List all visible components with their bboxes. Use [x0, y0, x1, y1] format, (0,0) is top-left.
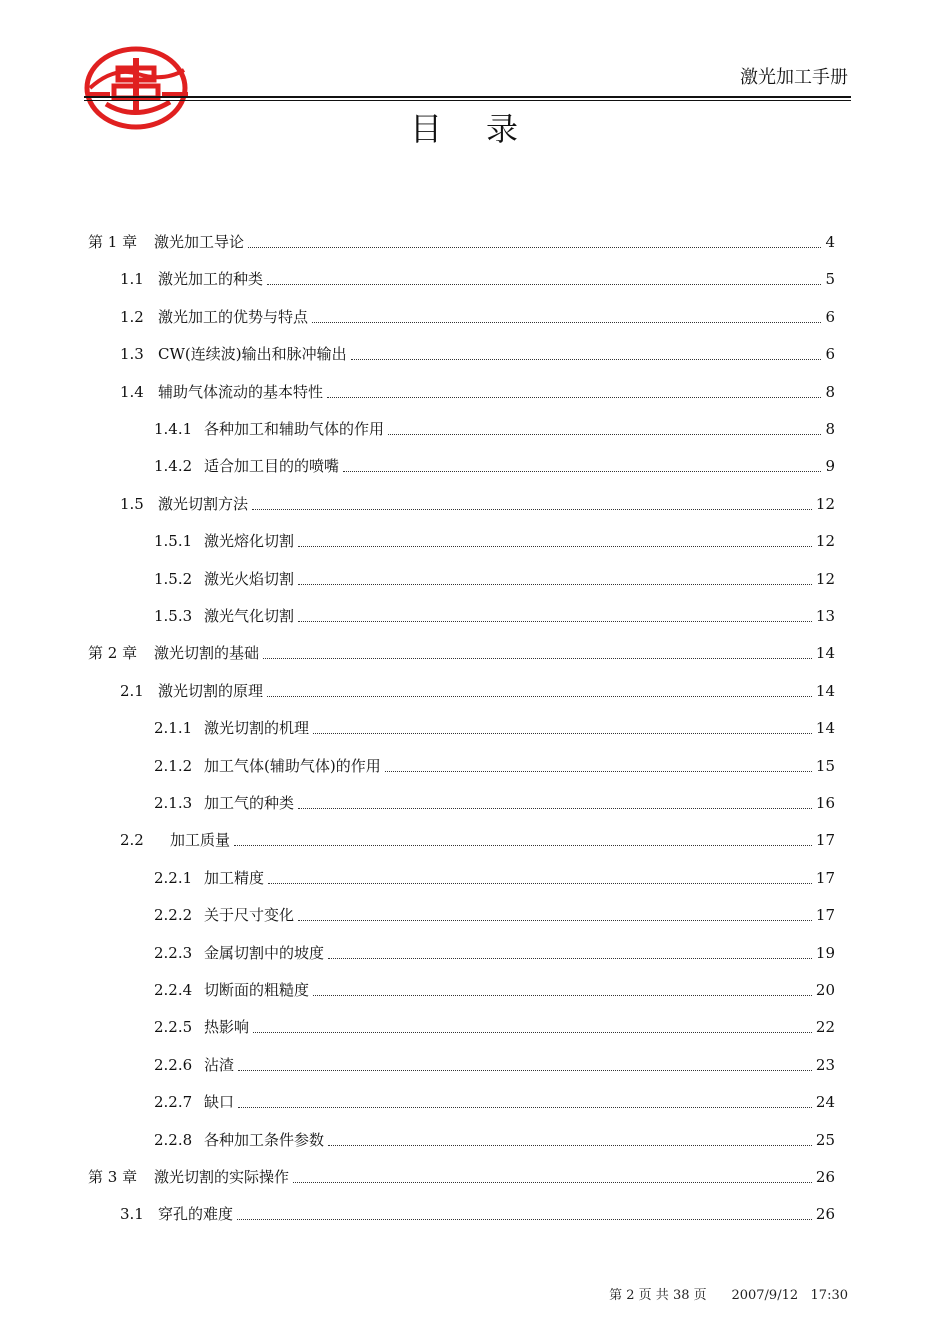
toc-entry-number: 1.2 — [120, 307, 144, 326]
toc-leader-dots — [298, 620, 812, 622]
toc-leader-dots — [298, 583, 812, 585]
toc-leader-dots — [388, 433, 821, 435]
toc-entry-page: 16 — [815, 794, 835, 812]
toc-leader-dots — [312, 321, 821, 323]
toc-entry-title: 激光熔化切割 — [204, 532, 295, 551]
toc-entry-page: 24 — [815, 1093, 835, 1112]
toc-entry-number: 1.5.2 — [154, 569, 193, 588]
toc-entry-title: 热影响 — [204, 1018, 250, 1037]
toc-leader-dots — [268, 882, 812, 884]
page-footer — [609, 1284, 848, 1303]
toc-entry[interactable] — [154, 1090, 835, 1112]
toc-entry-title: 激光切割的机理 — [204, 719, 310, 738]
toc-entry[interactable] — [88, 1165, 835, 1187]
toc-leader-dots — [328, 957, 812, 959]
toc-entry-title: 加工质量 — [170, 831, 231, 850]
toc-entry-page: 14 — [815, 719, 835, 738]
toc-entry-number: 1.5.1 — [154, 532, 193, 551]
toc-entry-title: 关于尺寸变化 — [204, 906, 295, 925]
toc-entry[interactable] — [154, 1053, 835, 1075]
toc-entry[interactable] — [88, 230, 835, 252]
toc-entry-number: 第 3 章 — [88, 1168, 138, 1186]
toc-entry[interactable] — [154, 1015, 835, 1037]
toc-leader-dots — [267, 695, 812, 697]
toc-leader-dots — [238, 1069, 812, 1071]
toc-entry-number: 1.4.2 — [154, 457, 193, 476]
toc-leader-dots — [313, 732, 812, 734]
toc-leader-dots — [293, 1181, 812, 1183]
toc-entry-page: 23 — [815, 1055, 835, 1074]
toc-entry-title: 激光加工的种类 — [158, 270, 264, 289]
toc-entry-title: 激光加工导论 — [154, 233, 245, 251]
toc-entry[interactable] — [120, 492, 835, 514]
toc-entry-number: 2.2 — [120, 831, 144, 850]
toc-leader-dots — [238, 1106, 812, 1108]
toc-entry-number: 2.2.4 — [154, 981, 193, 999]
toc-entry-page: 14 — [815, 644, 835, 663]
toc-entry-number: 2.2.8 — [154, 1130, 193, 1149]
toc-entry[interactable] — [120, 342, 835, 364]
toc-entry-page: 26 — [815, 1168, 835, 1186]
toc-entry-number: 1.4 — [120, 382, 144, 401]
toc-leader-dots — [253, 1031, 812, 1033]
toc-leader-dots — [298, 545, 812, 547]
toc-entry-title: 各种加工条件参数 — [204, 1130, 325, 1149]
toc-entry-title: 激光火焰切割 — [204, 569, 295, 588]
toc-entry-page: 25 — [815, 1130, 835, 1149]
toc-entry[interactable] — [120, 267, 835, 289]
toc-entry-title: 金属切割中的坡度 — [204, 943, 325, 962]
toc-entry[interactable] — [120, 828, 835, 850]
toc-entry-title: 切断面的粗糙度 — [204, 981, 310, 999]
toc-entry[interactable] — [120, 305, 835, 327]
toc-entry-title: 加工精度 — [204, 868, 265, 887]
toc-entry-title: 沾渣 — [204, 1055, 235, 1074]
toc-entry-number: 2.2.5 — [154, 1018, 193, 1037]
toc-entry[interactable] — [154, 866, 835, 888]
toc-entry-number: 1.5 — [120, 494, 144, 513]
footer-page-suffix: 页 — [693, 1288, 707, 1303]
toc-entry-title: 激光切割的实际操作 — [154, 1168, 290, 1186]
toc-entry[interactable] — [154, 417, 835, 439]
toc-entry[interactable] — [154, 754, 835, 776]
toc-entry[interactable] — [154, 978, 835, 1000]
toc-entry-page: 4 — [825, 233, 835, 251]
document-title: 激光加工手册 — [740, 67, 848, 88]
toc-entry-number: 2.2.2 — [154, 906, 193, 925]
toc-entry[interactable] — [154, 941, 835, 963]
toc-entry-number: 1.1 — [120, 270, 144, 289]
toc-entry-page: 8 — [825, 420, 835, 438]
toc-entry-number: 2.2.3 — [154, 943, 193, 962]
toc-entry[interactable] — [154, 791, 835, 813]
toc-entry-page: 9 — [825, 457, 835, 476]
toc-entry-number: 2.1.3 — [154, 794, 193, 812]
toc-entry-page: 17 — [815, 906, 835, 925]
toc-entry-page: 17 — [815, 831, 835, 850]
toc-entry-page: 12 — [815, 532, 835, 551]
toc-entry-page: 19 — [815, 943, 835, 962]
toc-entry[interactable] — [154, 567, 835, 589]
toc-leader-dots — [263, 657, 812, 659]
toc-entry-page: 12 — [815, 494, 835, 513]
page-title: 目录 — [409, 110, 562, 148]
toc-entry-number: 第 2 章 — [88, 644, 138, 663]
toc-entry-title: 适合加工目的的喷嘴 — [204, 457, 340, 476]
toc-entry-page: 14 — [815, 681, 835, 700]
toc-leader-dots — [267, 283, 821, 285]
footer-page-prefix: 第 — [609, 1288, 623, 1303]
toc-entry[interactable] — [120, 1202, 835, 1224]
toc-leader-dots — [248, 246, 821, 248]
toc-entry-title: 激光切割方法 — [158, 494, 249, 513]
footer-total-pages: 38 — [672, 1288, 690, 1303]
toc-entry-number: 1.3 — [120, 345, 144, 364]
toc-leader-dots — [298, 807, 812, 809]
toc-entry-number: 3.1 — [120, 1205, 144, 1224]
toc-entry-page: 22 — [815, 1018, 835, 1037]
toc-entry-page: 20 — [815, 981, 835, 999]
toc-entry-number: 第 1 章 — [88, 233, 138, 251]
toc-entry[interactable] — [88, 641, 835, 663]
toc-leader-dots — [234, 844, 812, 846]
toc-entry-page: 8 — [825, 382, 835, 401]
toc-entry-number: 1.5.3 — [154, 607, 193, 625]
toc-entry[interactable] — [120, 679, 835, 701]
toc-entry-number: 2.2.1 — [154, 868, 193, 887]
toc-entry-number: 2.1.2 — [154, 756, 193, 775]
toc-entry-number: 2.1.1 — [154, 719, 193, 738]
header-rule-thin — [84, 100, 851, 101]
toc-entry-title: 激光气化切割 — [204, 607, 295, 625]
toc-leader-dots — [237, 1218, 812, 1220]
toc-entry-title: 穿孔的难度 — [158, 1205, 234, 1224]
toc-entry-page: 12 — [815, 569, 835, 588]
toc-entry-number: 2.1 — [120, 681, 144, 700]
toc-entry-page: 6 — [825, 345, 835, 364]
header-rule — [84, 96, 851, 98]
toc-entry[interactable] — [154, 529, 835, 551]
toc-entry-page: 17 — [815, 868, 835, 887]
toc-entry-number: 1.4.1 — [154, 420, 193, 438]
toc-entry-page: 13 — [815, 607, 835, 625]
toc-entry-title: 辅助气体流动的基本特性 — [158, 382, 324, 401]
toc-entry-title: 缺口 — [204, 1093, 235, 1112]
toc-entry[interactable] — [120, 380, 835, 402]
toc-leader-dots — [298, 919, 812, 921]
toc-entry-title: CW(连续波)输出和脉冲输出 — [158, 345, 347, 364]
toc-leader-dots — [313, 994, 812, 996]
toc-entry-page: 6 — [825, 307, 835, 326]
toc-entry-title: 激光切割的基础 — [154, 644, 260, 663]
toc-leader-dots — [351, 358, 822, 360]
toc-entry-title: 加工气的种类 — [204, 794, 295, 812]
footer-time: 17:30 — [810, 1288, 848, 1303]
toc-entry-title: 激光切割的原理 — [158, 681, 264, 700]
toc-entry-title: 激光加工的优势与特点 — [158, 307, 309, 326]
toc-entry[interactable] — [154, 1128, 835, 1150]
toc-entry-page: 15 — [815, 756, 835, 775]
toc-entry-page: 5 — [825, 270, 835, 289]
footer-page-mid: 页 共 — [638, 1288, 669, 1303]
toc-entry-title: 各种加工和辅助气体的作用 — [204, 420, 385, 438]
toc-entry[interactable] — [154, 604, 835, 626]
toc-entry-number: 2.2.6 — [154, 1055, 193, 1074]
footer-page-number: 2 — [626, 1288, 635, 1303]
toc-entry-title: 加工气体(辅助气体)的作用 — [204, 756, 381, 775]
toc-entry[interactable] — [154, 454, 835, 476]
toc-leader-dots — [327, 396, 821, 398]
toc-entry-number: 2.2.7 — [154, 1093, 193, 1112]
toc-entry[interactable] — [154, 716, 835, 738]
toc-entry-page: 26 — [815, 1205, 835, 1224]
toc-leader-dots — [385, 770, 812, 772]
toc-leader-dots — [252, 508, 812, 510]
toc-entry[interactable] — [154, 903, 835, 925]
toc-leader-dots — [343, 470, 821, 472]
footer-date: 2007/9/12 — [731, 1288, 799, 1303]
toc-leader-dots — [328, 1144, 812, 1146]
